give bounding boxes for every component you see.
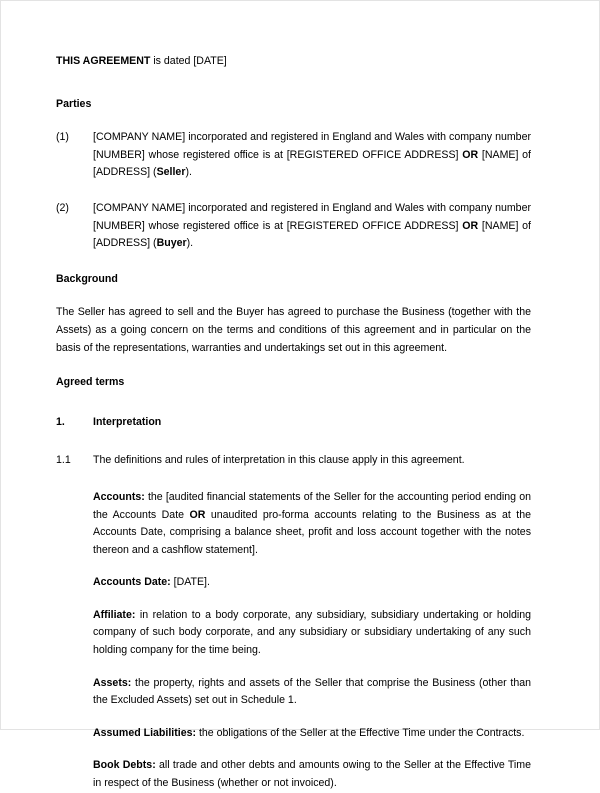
clause-1-title: Interpretation xyxy=(93,415,162,428)
definition-assumed-liabilities xyxy=(93,725,531,743)
document-body xyxy=(56,53,531,793)
definition-accounts-term: Accounts: xyxy=(93,490,145,503)
party-text-1-part1: [COMPANY NAME] incorporated and registered in England and Wales with company number [NUMBER] whose registered office is at [REGISTERED OFFICE ADDRESS] xyxy=(93,131,531,161)
definition-assets-term: Assets: xyxy=(93,676,132,689)
subclause-1-1 xyxy=(56,452,531,470)
party-text-2-part2: [NAME] of [ADDRESS] ( xyxy=(93,219,531,250)
subclause-1-1-number: 1.1 xyxy=(56,454,71,467)
definition-affiliate-term: Affiliate: xyxy=(93,608,136,621)
definition-assets xyxy=(93,675,531,710)
definition-accounts-date-text: [DATE]. xyxy=(170,576,210,589)
definition-assets-text: the property, rights and assets of the Seller that comprise the Business (other than the Excluded Assets) set out in Schedule 1. xyxy=(93,676,531,707)
definition-book-debts-text: all trade and other debts and amounts owing to the Seller at the Effective Time in respect of the Business (whether or not invoiced). xyxy=(93,759,532,790)
agreement-title-line xyxy=(56,53,531,71)
party-number-2: (2) xyxy=(56,201,69,214)
parties-heading: Parties xyxy=(56,97,92,110)
clause-1-number: 1. xyxy=(56,415,65,428)
party-text-1-part3: ). xyxy=(185,166,192,179)
definition-affiliate xyxy=(93,607,531,660)
definition-accounts-or: OR xyxy=(189,508,206,521)
definition-accounts-date xyxy=(93,574,531,592)
party-text-1-role: Seller xyxy=(156,166,186,179)
agreed-terms-heading: Agreed terms xyxy=(56,376,125,389)
background-paragraph: The Seller has agreed to sell and the Buyer has agreed to purchase the Business (together with the Assets) as a going concern on the terms and conditions of this agreement and in particular on the basis of the representations, warranties and undertakings set out in this agreement. xyxy=(56,306,531,354)
definition-assumed-liabilities-text: the obligations of the Seller at the Effective Time under the Contracts. xyxy=(196,726,525,739)
background-heading: Background xyxy=(56,272,118,285)
party-text-1-part2: [NAME] of [ADDRESS] ( xyxy=(93,148,531,179)
party-text-2-or: OR xyxy=(462,219,479,232)
party-item-1 xyxy=(56,129,531,182)
definition-accounts-part1: the [audited financial statements of the Seller for the accounting period ending on the Accounts Date xyxy=(93,490,531,521)
clause-1-heading xyxy=(56,414,531,432)
definition-accounts-part2: unaudited pro-forma accounts relating to the Business as at the Accounts Date, comprising a balance sheet, profit and loss account together with the notes thereon and a cashflow statement]. xyxy=(93,508,531,556)
party-text-1 xyxy=(93,129,531,182)
definition-accounts-date-term: Accounts Date: xyxy=(93,576,171,589)
definition-book-debts xyxy=(93,757,531,792)
definition-affiliate-text: in relation to a body corporate, any subsidiary, subsidiary undertaking or holding company of such body corporate, and any subsidiary or subsidiary undertaking of any such holding company for the time being. xyxy=(93,608,531,657)
agreement-title-bold: THIS AGREEMENT xyxy=(56,55,151,67)
definition-book-debts-term: Book Debts: xyxy=(93,759,156,772)
party-text-2 xyxy=(93,200,531,253)
definition-accounts xyxy=(93,489,531,559)
party-text-1-or: OR xyxy=(462,148,479,161)
party-number-1: (1) xyxy=(56,131,69,144)
party-text-2-part3: ). xyxy=(186,237,194,250)
party-item-2 xyxy=(56,200,531,253)
subclause-1-1-text: The definitions and rules of interpretation in this clause apply in this agreement. xyxy=(93,454,465,467)
party-text-2-part1: [COMPANY NAME] incorporated and registered in England and Wales with company number [NUMBER] whose registered office is at [REGISTERED OFFICE ADDRESS] xyxy=(93,201,531,232)
party-text-2-role: Buyer xyxy=(156,237,187,250)
definition-assumed-liabilities-term: Assumed Liabilities: xyxy=(93,726,197,739)
agreement-title-rest: is dated [DATE] xyxy=(150,55,227,67)
